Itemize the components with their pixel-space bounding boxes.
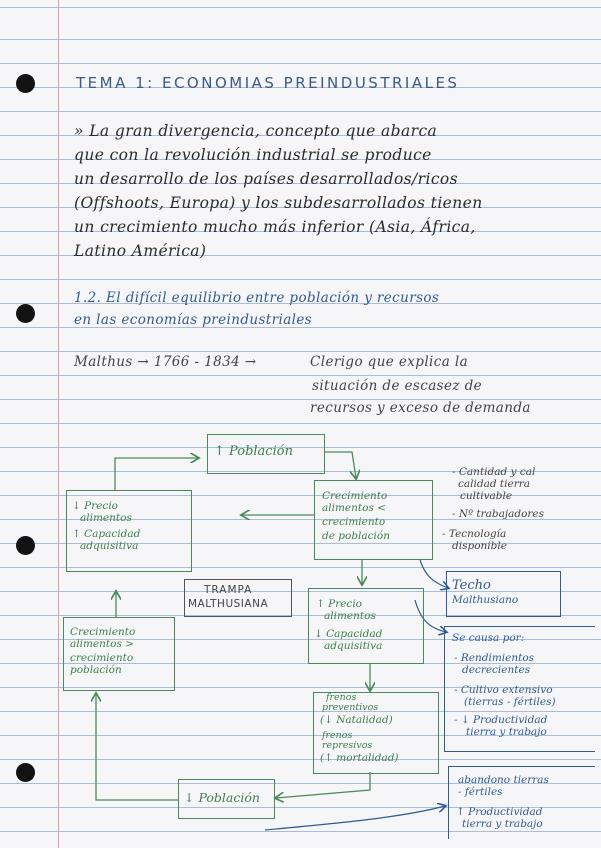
techo-label: Techo [452, 578, 491, 593]
techo-label: Malthusiano [452, 594, 519, 606]
box-label: población [70, 664, 122, 676]
intro-line: un desarrollo de los países desarrollados/ricos [74, 170, 458, 188]
causa-note: tierra y trabajo [466, 726, 547, 738]
intro-line: que con la revolución industrial se produce [74, 146, 432, 164]
box-label: Crecimiento [322, 490, 388, 502]
factor-note: cultivable [460, 490, 513, 502]
trampa-label: TRAMPA [204, 584, 253, 596]
causa-note: - ↓ Productividad [454, 714, 548, 726]
box-label: de población [322, 530, 390, 542]
box-label: preventivos [322, 702, 379, 713]
box-label: ↓ Capacidad [314, 628, 383, 640]
factor-note: - Nº trabajadores [452, 508, 545, 520]
box-label: alimentos < [322, 502, 386, 514]
box-label: adquisitiva [324, 640, 383, 652]
box-label: (↓ Natalidad) [320, 714, 393, 726]
box-label: alimentos [324, 610, 376, 622]
causa-note: - Rendimientos [454, 652, 535, 664]
box-label: ↑ Población [214, 444, 293, 459]
page-title: TEMA 1: ECONOMIAS PREINDUSTRIALES [76, 74, 460, 92]
box-label: ↓ Precio [72, 500, 118, 512]
malthus-line: Clerigo que explica la [310, 354, 469, 370]
trampa-label: MALTHUSIANA [188, 598, 269, 610]
box-label: ↑ Precio [316, 598, 362, 610]
box-label: (↑ mortalidad) [320, 752, 399, 764]
factor-note: - Cantidad y cal [452, 466, 536, 478]
box-label: Crecimiento [70, 626, 136, 638]
box-label: alimentos > [70, 638, 134, 650]
causa-note: Se causa por: [452, 632, 525, 644]
factor-note: - Tecnología [442, 528, 507, 540]
abandono-note: - fértiles [458, 786, 503, 798]
causa-note: decrecientes [462, 664, 531, 676]
box-label: represivos [322, 740, 373, 751]
causa-note: - Cultivo extensivo [454, 684, 553, 696]
factor-note: disponible [452, 540, 507, 552]
malthus-line: recursos y exceso de demanda [310, 400, 531, 416]
box-label: crecimiento [70, 652, 134, 664]
intro-line: » La gran divergencia, concepto que abarca [74, 122, 438, 140]
box-label: ↑ Capacidad [72, 528, 141, 540]
box-label: crecimiento [322, 516, 386, 528]
section-heading: en las economías preindustriales [74, 312, 313, 328]
intro-line: Latino América) [74, 242, 207, 260]
malthus-line: situación de escasez de [312, 378, 483, 394]
box-label: frenos [326, 692, 357, 703]
abandono-note: ↑ Productividad [456, 806, 543, 818]
section-heading: 1.2. El difícil equilibrio entre población y recursos [74, 290, 440, 306]
abandono-note: abandono tierras [458, 774, 549, 786]
malthus-name: Malthus → 1766 - 1834 → [74, 354, 257, 370]
intro-line: (Offshoots, Europa) y los subdesarrollados tienen [74, 194, 483, 212]
abandono-note: tierra y trabajo [462, 818, 543, 830]
box-label: adquisitiva [80, 540, 139, 552]
box-label: ↓ Población [184, 790, 260, 805]
box-label: alimentos [80, 512, 132, 524]
box-label: frenos [322, 730, 353, 741]
causa-note: (tierras - fértiles) [464, 696, 556, 708]
intro-line: un crecimiento mucho más inferior (Asia, África, [74, 218, 476, 236]
factor-note: calidad tierra [458, 478, 530, 490]
